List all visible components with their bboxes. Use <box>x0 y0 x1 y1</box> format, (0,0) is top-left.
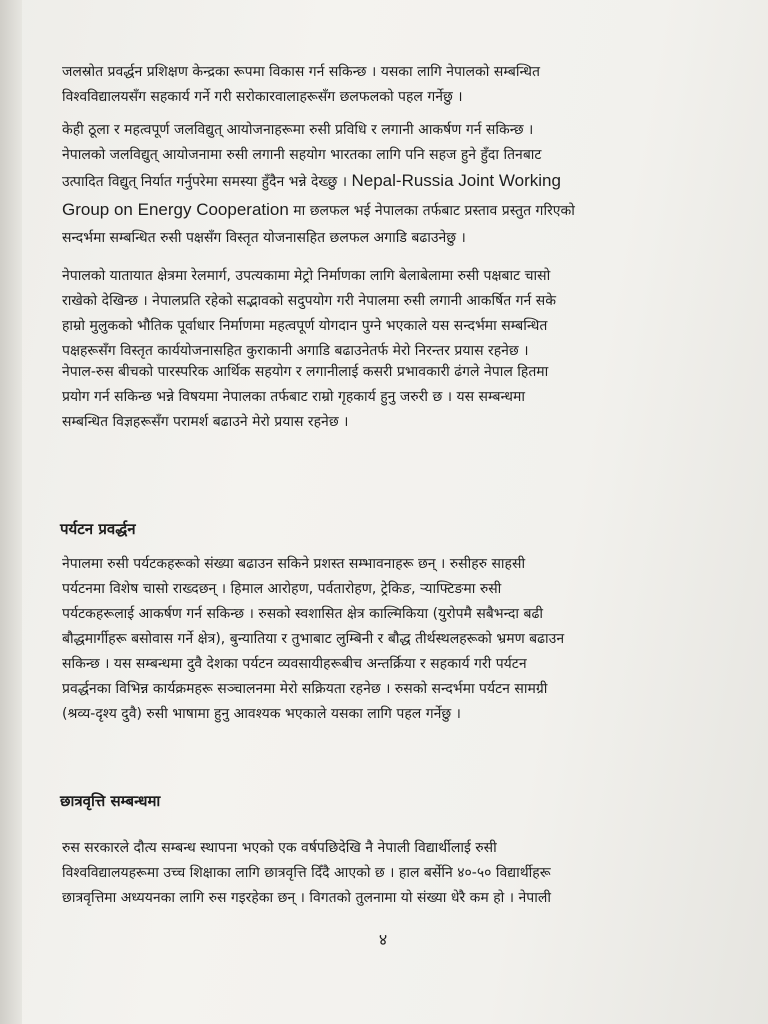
paragraph-transport <box>62 264 710 364</box>
text-line: केही ठूला र महत्वपूर्ण जलविद्युत् आयोजनाहरूमा रुसी प्रविधि र लगानी आकर्षण गर्न सकिन्छ । <box>62 122 534 138</box>
text-line: पक्षहरूसँग विस्तृत कार्ययोजनासहित कुराकानी अगाडि बढाउनेतर्फ मेरो निरन्तर प्रयास रहनेछ । <box>62 343 529 359</box>
text-line: प्रयोग गर्न सकिन्छ भन्ने विषयमा नेपालका तर्फबाट राम्रो गृहकार्य हुनु जरुरी छ । यस सम्बन्धमा <box>62 389 525 405</box>
paragraph-tourism <box>62 552 710 727</box>
text-line: जलस्रोत प्रवर्द्धन प्रशिक्षण केन्द्रका रूपमा विकास गर्न सकिन्छ । यसका लागि नेपालको सम्बन्धित <box>62 64 540 80</box>
text-line: विश्वविद्यालयसँग सहकार्य गर्ने गरी सरोकारवालाहरूसँग छलफलको पहल गर्नेछु । <box>62 89 463 105</box>
text-line: बौद्धमार्गीहरू बसोवास गर्ने क्षेत्र), बुन्यातिया र तुभाबाट लुम्बिनी र बौद्ध तीर्थस्थलहरूको भ्रमण बढाउन <box>62 631 565 647</box>
text-line: प्रवर्द्धनका विभिन्न कार्यक्रमहरू सञ्चालनमा मेरो सक्रियता रहनेछ । रुसको सन्दर्भमा पर्यटन सामग्री <box>62 681 548 697</box>
text-line: छात्रवृत्तिमा अध्ययनका लागि रुस गइरहेका छन् । विगतको तुलनामा यो संख्या धेरै कम हो । नेपाली <box>62 890 551 906</box>
english-text: Nepal-Russia Joint Working <box>351 171 561 190</box>
text-line: नेपालमा रुसी पर्यटकहरूको संख्या बढाउन सकिने प्रशस्त सम्भावनाहरू छन् । रुसीहरु साहसी <box>62 556 526 572</box>
text-line: सन्दर्भमा सम्बन्धित रुसी पक्षसँग विस्तृत योजनासहित छलफल अगाडि बढाउनेछु । <box>62 230 466 246</box>
text-line: नेपाल-रुस बीचको पारस्परिक आर्थिक सहयोग र लगानीलाई कसरी प्रभावकारी ढंगले नेपाल हितमा <box>62 364 549 380</box>
text-line: राखेको देखिन्छ । नेपालप्रति रहेको सद्भावको सदुपयोग गरी नेपालमा रुसी लगानी आकर्षित गर्न सके <box>62 293 556 309</box>
paragraph-economic-cooperation <box>62 360 710 435</box>
paragraph-hydropower <box>62 118 710 251</box>
text-line: नेपालको यातायात क्षेत्रमा रेलमार्ग, उपत्यकामा मेट्रो निर्माणका लागि बेलाबेलामा रुसी पक्षबाट चासो <box>62 268 551 284</box>
text-line: सम्बन्धित विज्ञहरूसँग परामर्श बढाउने मेरो प्रयास रहनेछ । <box>62 414 349 430</box>
text-line: हाम्रो मुलुकको भौतिक पूर्वाधार निर्माणमा महत्वपूर्ण योगदान पुग्ने भएकाले यस सन्दर्भमा सम्बन्धित <box>62 318 548 334</box>
text-line: पर्यटनमा विशेष चासो राख्दछन् । हिमाल आरोहण, पर्वतारोहण, ट्रेकिङ, ऱ्याफ्टिङमा रुसी <box>62 581 502 597</box>
paragraph-scholarship <box>62 836 710 911</box>
text-line: विश्वविद्यालयहरूमा उच्च शिक्षाका लागि छात्रवृत्ति दिँदै आएको छ । हाल बर्सेनि ४०-५० विद्यार्थीहरू <box>62 865 551 881</box>
page-edge-shadow <box>0 0 22 1024</box>
text-line: रुस सरकारले दौत्य सम्बन्ध स्थापना भएको एक वर्षपछिदेखि नै नेपाली विद्यार्थीलाई रुसी <box>62 840 497 856</box>
text-segment: मा छलफल भई नेपालका तर्फबाट प्रस्ताव प्रस्तुत गरिएको <box>288 203 575 219</box>
text-segment: उत्पादित विद्युत् निर्यात गर्नुपरेमा समस्या हुँदैन भन्ने देख्छु । <box>62 174 348 190</box>
text-line: सकिन्छ । यस सम्बन्धमा दुवै देशका पर्यटन व्यवसायीहरूबीच अन्तर्क्रिया र सहकार्य गरी पर्यटन <box>62 656 527 672</box>
text-line: पर्यटकहरूलाई आकर्षण गर्न सकिन्छ । रुसको स्वशासित क्षेत्र काल्मिकिया (युरोपमै सबैभन्दा बढी <box>62 606 543 622</box>
english-text: Group on Energy Cooperation <box>62 200 289 219</box>
page-number: ४ <box>378 930 388 949</box>
paragraph-water-resources <box>62 60 710 110</box>
text-line <box>62 195 710 226</box>
text-line <box>62 168 710 195</box>
heading-tourism-promotion: पर्यटन प्रवर्द्धन <box>60 520 136 538</box>
text-line: नेपालको जलविद्युत् आयोजनामा रुसी लगानी सहयोग भारतका लागि पनि सहज हुने हुँदा तिनबाट <box>62 147 542 163</box>
text-line: (श्रव्य-दृश्य दुवै) रुसी भाषामा हुनु आवश्यक भएकाले यसका लागि पहल गर्नेछु । <box>62 706 461 722</box>
heading-scholarship: छात्रवृत्ति सम्बन्धमा <box>60 792 161 810</box>
